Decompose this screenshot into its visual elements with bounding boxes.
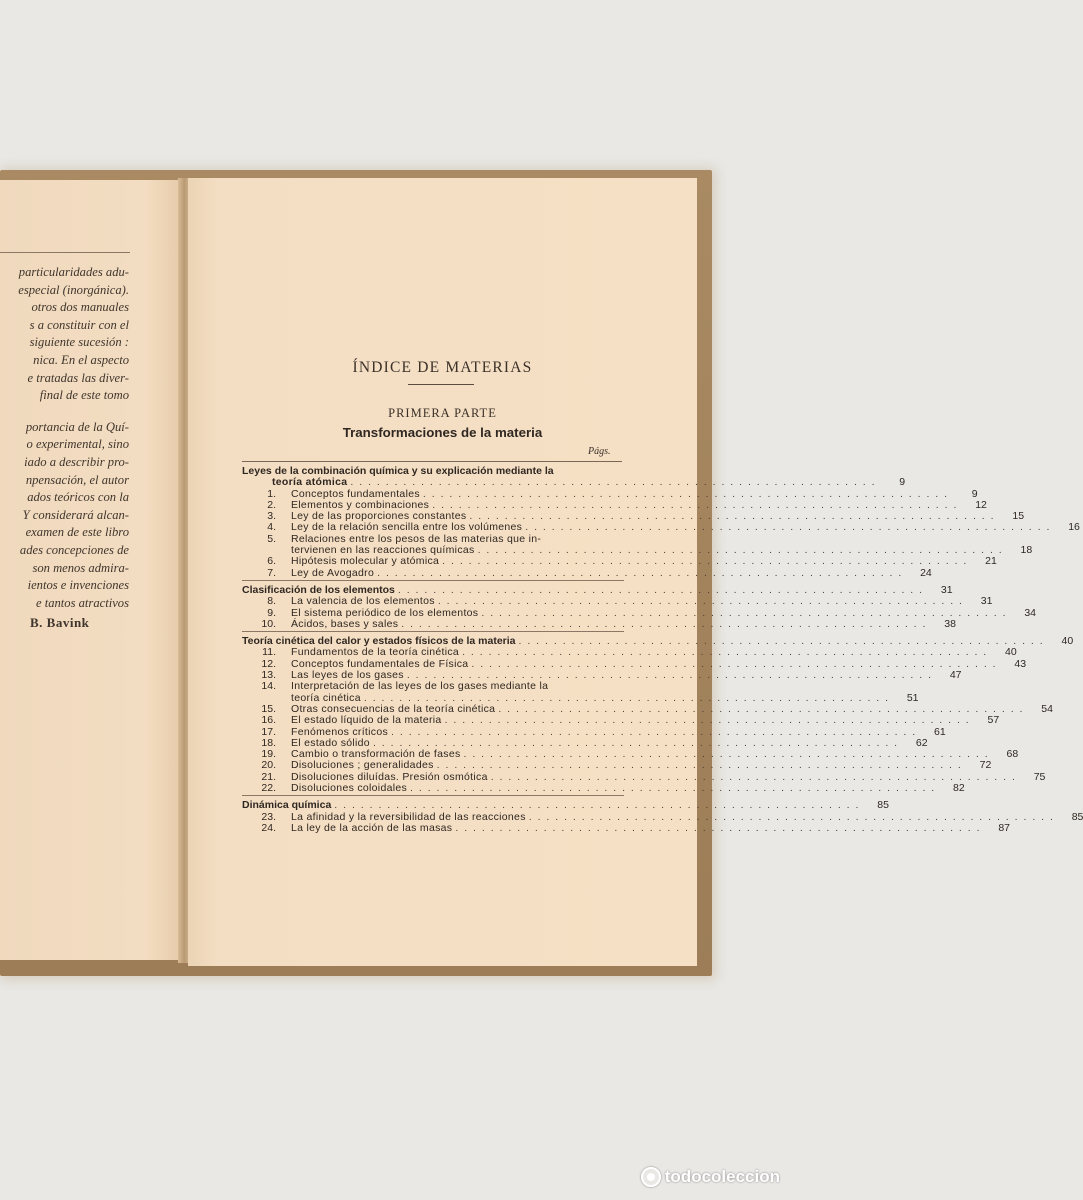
toc-item-title: El estado líquido de la materia [291,714,442,727]
toc-item-number: 12. [261,657,276,670]
toc-leader-dots: . . . . . . . . . . . . . . . . . . . . . . . . . . . . . . . . . . . . . . . . . . . . . . . . . . . . . . . . . . . . [432,498,958,511]
toc-item-title: tervienen en las reacciones químicas [291,544,475,557]
toc-item-title: Conceptos fundamentales [291,487,420,500]
toc-page-number: 87 [998,821,1011,834]
left-page-line: nica. En el aspecto [33,352,129,367]
toc-section [242,583,1037,632]
toc-page-number: 54 [1041,702,1053,715]
table-of-contents [242,465,1083,837]
toc-page-number: 40 [1005,646,1017,659]
toc-page-number: 31 [940,583,953,596]
toc-item-title: Elementos y combinaciones [291,498,430,511]
left-page-line: particularidades adu- [18,265,129,279]
toc-page-number: 24 [920,566,932,579]
toc-leader-dots: . . . . . . . . . . . . . . . . . . . . . . . . . . . . . . . . . . . . . . . . . . . . . . . . . . . . . . . . . . . . [377,566,903,579]
toc-leader-dots: . . . . . . . . . . . . . . . . . . . . . . . . . . . . . . . . . . . . . . . . . . . . . . . . . . . . . . . . . . . . [518,635,1045,648]
toc-page-number: 85 [1071,810,1083,823]
toc-page-number: 75 [1033,770,1046,783]
author-signature: B. Bavink [30,615,90,630]
toc-section-divider [242,631,624,632]
toc-leader-dots: . . . . . . . . . . . . . . . . . . . . . . . . . . . . . . . . . . . . . . . . . . . . . . . . . . . . . . . . . . . . [528,810,1055,823]
toc-leader-dots: . . . . . . . . . . . . . . . . . . . . . . . . . . . . . . . . . . . . . . . . . . . . . . . . . . . . . . . . . . . . [406,669,933,682]
left-page-line: e tantos atractivos [35,595,129,610]
toc-leader-dots: . . . . . . . . . . . . . . . . . . . . . . . . . . . . . . . . . . . . . . . . . . . . . . . . . . . . . . . . . . . . [410,782,936,795]
toc-item-number: 3. [267,510,276,523]
left-page-line: otros dos manuales [31,300,129,315]
toc-page-number: 12 [975,498,987,511]
pages-column-label: Págs. [588,446,611,457]
watermark [641,1167,780,1187]
toc-section-title: Clasificación de los elementos [242,583,395,596]
toc-leader-dots: . . . . . . . . . . . . . . . . . . . . . . . . . . . . . . . . . . . . . . . . . . . . . . . . . . . . . . . . . . . . [391,725,917,738]
toc-item-title: Ley de la relación sencilla entre los volúmenes [291,521,523,534]
right-page [188,178,1083,966]
toc-item-number: 19. [261,748,276,761]
index-title: ÍNDICE DE MATERIAS [352,359,533,376]
watermark-text: todocoleccion [664,1167,780,1186]
toc-section-divider [242,795,624,796]
pages-column-rule [242,461,622,462]
left-page-line: ades concepciones de [19,542,129,557]
toc-item-number: 14. [261,680,276,693]
left-page-line: s a constituir con el [29,317,129,332]
toc-page-number: 34 [1024,606,1037,619]
toc-page-number: 31 [980,595,993,608]
toc-page-number: 51 [906,691,919,704]
toc-page-number: 57 [987,714,1000,727]
toc-item-title: Fundamentos de la teoría cinética [291,646,460,659]
toc-row [242,714,1000,727]
toc-item-number: 24. [261,821,276,834]
toc-row [242,555,997,568]
toc-page-number: 72 [979,759,992,772]
toc-section-divider [242,580,624,581]
toc-leader-dots: . . . . . . . . . . . . . . . . . . . . . . . . . . . . . . . . . . . . . . . . . . . . . . . . . . . . . . . . . . . . [436,759,963,772]
toc-page-number: 9 [971,487,978,500]
toc-item-number: 17. [261,725,276,738]
toc-item-title: Conceptos fundamentales de Física [291,657,469,670]
toc-leader-dots: . . . . . . . . . . . . . . . . . . . . . . . . . . . . . . . . . . . . . . . . . . . . . . . . . . . . . . . . . . . . [525,521,1051,534]
left-page-line: siguiente sucesión : [29,335,129,350]
toc-item-title: Fenómenos críticos [291,725,389,738]
toc-section-title: Leyes de la combinación química y su explicación mediante la [242,465,554,477]
toc-item-number: 23. [261,810,276,823]
left-page [0,180,182,960]
toc-item-title: El sistema periódico de los elementos [291,606,479,619]
toc-leader-dots: . . . . . . . . . . . . . . . . . . . . . . . . . . . . . . . . . . . . . . . . . . . . . . . . . . . . . . . . . . . . [334,799,860,812]
left-page-line: o experimental, sino [26,437,129,452]
toc-page-number: 82 [953,782,965,795]
toc-section [242,799,1083,834]
toc-item-number: 4. [267,521,276,534]
toc-leader-dots: . . . . . . . . . . . . . . . . . . . . . . . . . . . . . . . . . . . . . . . . . . . . . . . . . . . . . . . . . . . . [350,476,877,489]
toc-section [242,635,1074,796]
toc-page-number: 61 [934,725,946,738]
toc-row [242,566,932,579]
toc-row [242,476,906,489]
toc-leader-dots: . . . . . . . . . . . . . . . . . . . . . . . . . . . . . . . . . . . . . . . . . . . . . . . . . . . . . . . . . . . . [401,617,927,630]
left-page-line: son menos admira- [32,560,129,575]
left-page-line: Y considerará alcan- [22,507,129,522]
left-page-text [18,264,129,612]
toc-item-title: Ley de las proporciones constantes [291,510,467,523]
toc-item-title: El estado sólido [291,736,370,749]
toc-page-number: 47 [949,669,962,682]
part-subtitle: Transformaciones de la materia [342,425,543,440]
toc-leader-dots: . . . . . . . . . . . . . . . . . . . . . . . . . . . . . . . . . . . . . . . . . . . . . . . . . . . . . . . . . . . . [372,736,899,749]
toc-item-title: La ley de la acción de las masas [291,821,453,834]
toc-item-number: 2. [267,498,276,511]
title-underline [408,384,474,385]
toc-page-number: 9 [899,476,906,489]
toc-item-title: Disoluciones ; generalidades [291,759,434,772]
left-page-line: iado a describir pro- [24,454,129,469]
toc-item-number: 8. [267,595,276,608]
toc-row [242,799,889,812]
toc-item-number: 22. [261,782,276,795]
toc-page-number: 38 [944,617,956,630]
toc-item-number: 15. [261,702,276,715]
toc-leader-dots: . . . . . . . . . . . . . . . . . . . . . . . . . . . . . . . . . . . . . . . . . . . . . . . . . . . . . . . . . . . . [444,714,971,727]
toc-item-number: 20. [261,759,276,772]
toc-item-title: Interpretación de las leyes de los gases mediante la [291,680,549,693]
toc-page-number: 21 [985,555,997,568]
toc-leader-dots: . . . . . . . . . . . . . . . . . . . . . . . . . . . . . . . . . . . . . . . . . . . . . . . . . . . . . . . . . . . . [462,646,988,659]
toc-page-number: 40 [1061,635,1074,648]
toc-item-number: 10. [261,617,276,630]
toc-item-title: Ácidos, bases y sales [291,617,399,630]
toc-item-number: 21. [261,770,276,783]
toc-item-number: 16. [261,714,276,727]
toc-row [242,681,624,692]
toc-section-title: Teoría cinética del calor y estados físicos de la materia [242,635,516,648]
toc-item-title: teoría cinética [291,691,361,704]
watermark-logo-icon [641,1167,661,1187]
left-page-line: especial (inorgánica). [18,282,129,297]
toc-item-number: 6. [267,555,276,568]
toc-leader-dots: . . . . . . . . . . . . . . . . . . . . . . . . . . . . . . . . . . . . . . . . . . . . . . . . . . . . . . . . . . . . [481,606,1008,619]
toc-leader-dots: . . . . . . . . . . . . . . . . . . . . . . . . . . . . . . . . . . . . . . . . . . . . . . . . . . . . . . . . . . . . [363,691,890,704]
toc-page-number: 18 [1020,544,1033,557]
toc-item-number: 18. [261,736,276,749]
toc-leader-dots: . . . . . . . . . . . . . . . . . . . . . . . . . . . . . . . . . . . . . . . . . . . . . . . . . . . . . . . . . . . . [498,702,1024,715]
toc-leader-dots: . . . . . . . . . . . . . . . . . . . . . . . . . . . . . . . . . . . . . . . . . . . . . . . . . . . . . . . . . . . . [463,748,990,761]
toc-page-number: 16 [1068,521,1080,534]
left-page-line: final de este tomo [39,388,129,403]
left-page-line: npensación, el autor [25,472,129,487]
toc-item-number: 11. [262,646,276,659]
toc-leader-dots: . . . . . . . . . . . . . . . . . . . . . . . . . . . . . . . . . . . . . . . . . . . . . . . . . . . . . . . . . . . . [422,487,949,500]
toc-section [242,465,1080,581]
left-page-rule [0,252,130,253]
toc-item-title: Disoluciones diluídas. Presión osmótica [291,770,488,783]
toc-row [242,595,993,608]
toc-item-title: Relaciones entre los pesos de las materias que in- [291,532,542,545]
toc-leader-dots: . . . . . . . . . . . . . . . . . . . . . . . . . . . . . . . . . . . . . . . . . . . . . . . . . . . . . . . . . . . . [490,770,1017,783]
toc-row [242,617,956,630]
toc-page-number: 15 [1012,510,1025,523]
toc-item-title: Las leyes de los gases [291,669,404,682]
toc-item-title: Otras consecuencias de la teoría cinética [291,702,496,715]
left-page-line: e tratadas las diver- [27,370,129,385]
toc-item-title: Disoluciones coloidales [291,782,408,795]
toc-item-title: Hipótesis molecular y atómica [291,555,440,568]
toc-item-title: La afinidad y la reversibilidad de las reacciones [291,810,526,823]
left-page-line: ientos e invenciones [27,578,129,593]
toc-item-title: Cambio o transformación de fases [291,748,461,761]
left-page-line: examen de este libro [25,525,129,540]
toc-section-title: teoría atómica [272,476,348,489]
toc-row [242,821,1011,834]
toc-leader-dots: . . . . . . . . . . . . . . . . . . . . . . . . . . . . . . . . . . . . . . . . . . . . . . . . . . . . . . . . . . . . [455,821,982,834]
toc-page-number: 62 [915,736,928,749]
left-page-line: portancia de la Quí- [25,419,129,434]
toc-page-number: 43 [1014,657,1027,670]
toc-leader-dots: . . . . . . . . . . . . . . . . . . . . . . . . . . . . . . . . . . . . . . . . . . . . . . . . . . . . . . . . . . . . [437,595,964,608]
toc-item-number: 1. [267,487,276,500]
toc-item-number: 9. [267,606,276,619]
left-page-line: ados teóricos con la [27,490,129,505]
toc-leader-dots: . . . . . . . . . . . . . . . . . . . . . . . . . . . . . . . . . . . . . . . . . . . . . . . . . . . . . . . . . . . . [471,657,998,670]
toc-page-number: 68 [1006,748,1019,761]
toc-item-title: La valencia de los elementos [291,595,435,608]
part-heading: PRIMERA PARTE [388,406,497,420]
toc-item-number: 5. [267,532,276,545]
toc-item-title: Ley de Avogadro [291,566,375,579]
toc-section-title: Dinámica química [242,799,332,812]
left-page-line [18,405,129,419]
toc-leader-dots: . . . . . . . . . . . . . . . . . . . . . . . . . . . . . . . . . . . . . . . . . . . . . . . . . . . . . . . . . . . . [477,544,1004,557]
toc-leader-dots: . . . . . . . . . . . . . . . . . . . . . . . . . . . . . . . . . . . . . . . . . . . . . . . . . . . . . . . . . . . . [397,583,924,596]
toc-item-number: 7. [267,566,276,579]
toc-leader-dots: . . . . . . . . . . . . . . . . . . . . . . . . . . . . . . . . . . . . . . . . . . . . . . . . . . . . . . . . . . . . [469,510,996,523]
toc-page-number: 85 [877,799,889,812]
toc-row [242,782,965,795]
toc-item-number: 13. [261,669,276,682]
toc-leader-dots: . . . . . . . . . . . . . . . . . . . . . . . . . . . . . . . . . . . . . . . . . . . . . . . . . . . . . . . . . . . . [442,555,968,568]
